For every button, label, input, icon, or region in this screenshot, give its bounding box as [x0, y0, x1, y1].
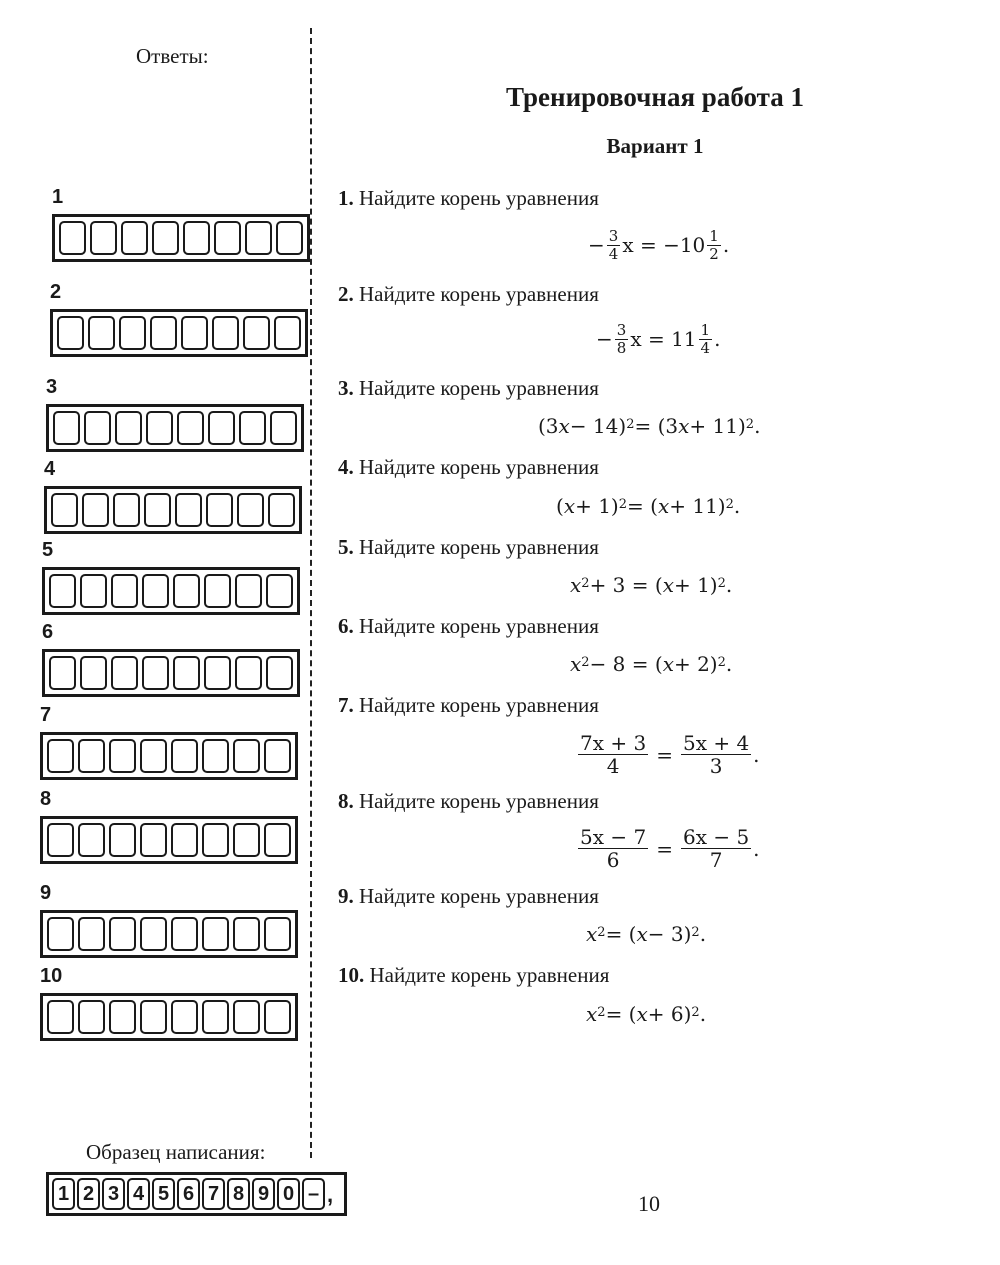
- answer-cell[interactable]: [121, 221, 148, 255]
- formula-5: x $^2$ + 3 = ( x + 1) $^2$ .: [570, 573, 733, 597]
- answer-number: 3: [46, 376, 58, 398]
- answer-cell[interactable]: [140, 917, 167, 951]
- answer-cell[interactable]: [109, 917, 136, 951]
- answer-number: 9: [40, 882, 52, 904]
- task-number: 7.: [338, 693, 354, 717]
- answer-cell[interactable]: [274, 316, 301, 350]
- answer-cell[interactable]: [90, 221, 117, 255]
- answer-cell[interactable]: [78, 823, 105, 857]
- task-3: [338, 376, 978, 401]
- answer-grid[interactable]: [52, 214, 310, 262]
- answer-cell[interactable]: [47, 1000, 74, 1034]
- answer-cell[interactable]: [113, 493, 140, 527]
- formula-2: − $\frac{3}{8}$ x = 11 $\frac{1}{4}$ .: [596, 321, 721, 357]
- answer-cell[interactable]: [212, 316, 239, 350]
- answer-cell[interactable]: [171, 739, 198, 773]
- task-statement: [338, 614, 978, 639]
- sample-digit: 6: [177, 1178, 200, 1210]
- answer-cell[interactable]: [47, 917, 74, 951]
- answer-cell[interactable]: [84, 411, 111, 445]
- formula-6: x $^2$ − 8 = ( x + 2) $^2$ .: [570, 652, 733, 676]
- answer-cell[interactable]: [109, 1000, 136, 1034]
- answer-number: 8: [40, 788, 52, 810]
- sample-digit: 8: [227, 1178, 250, 1210]
- sample-digit: 9: [252, 1178, 275, 1210]
- task-6: [338, 614, 978, 639]
- task-number: 1.: [338, 186, 354, 210]
- answer-cell[interactable]: [140, 823, 167, 857]
- task-statement: [338, 535, 978, 560]
- task-text: Найдите корень уравнения: [359, 282, 599, 306]
- sample-digit: 7: [202, 1178, 225, 1210]
- fraction: $\frac{5x - 7}{6}$: [580, 825, 647, 872]
- answer-cell[interactable]: [181, 316, 208, 350]
- answer-block-8: [40, 786, 310, 864]
- sample-comma: ,: [327, 1182, 334, 1207]
- answer-cell[interactable]: [239, 411, 266, 445]
- answer-grid[interactable]: [42, 567, 300, 615]
- task-1: [338, 186, 978, 211]
- answer-block-1: [52, 184, 322, 262]
- answer-cell[interactable]: [171, 917, 198, 951]
- task-number: 6.: [338, 614, 354, 638]
- task-text: Найдите корень уравнения: [359, 535, 599, 559]
- answer-cell[interactable]: [214, 221, 241, 255]
- answer-grid[interactable]: [40, 910, 298, 958]
- fraction: $\frac{7x + 3}{4}$: [580, 731, 647, 778]
- answer-cell[interactable]: [142, 656, 169, 690]
- answer-number: 1: [52, 186, 64, 208]
- answer-grid[interactable]: [44, 486, 302, 534]
- answer-cell[interactable]: [245, 221, 272, 255]
- fraction: $\frac{3}{4}$: [608, 227, 619, 263]
- answer-cell[interactable]: [233, 823, 260, 857]
- answer-cell[interactable]: [266, 656, 293, 690]
- answer-cell[interactable]: [171, 1000, 198, 1034]
- answer-cell[interactable]: [264, 739, 291, 773]
- answer-grid[interactable]: [42, 649, 300, 697]
- fraction: $\frac{1}{4}$: [700, 321, 711, 357]
- task-7: [338, 693, 978, 718]
- task-4: [338, 455, 978, 480]
- task-number: 5.: [338, 535, 354, 559]
- answer-grid[interactable]: [40, 816, 298, 864]
- answer-cell[interactable]: [202, 823, 229, 857]
- task-5: [338, 535, 978, 560]
- answer-block-6: [42, 619, 312, 697]
- task-2: [338, 282, 978, 307]
- answer-block-7: [40, 702, 310, 780]
- answer-cell[interactable]: [119, 316, 146, 350]
- answer-block-4: [44, 456, 314, 534]
- answer-cell[interactable]: [264, 1000, 291, 1034]
- answer-cell[interactable]: [204, 656, 231, 690]
- formula-7: $\frac{7x + 3}{4}$ = $\frac{5x + 4}{3}$ .: [580, 731, 760, 778]
- answer-number: 10: [40, 965, 63, 987]
- formula-3: (3 x − 14) $^2$ = (3 x + 11) $^2$ .: [538, 414, 761, 438]
- answer-number: 4: [44, 458, 56, 480]
- answer-number: 2: [50, 281, 62, 303]
- sample-minus: –: [302, 1178, 325, 1210]
- answer-cell[interactable]: [146, 411, 173, 445]
- answer-cell[interactable]: [47, 823, 74, 857]
- task-text: Найдите корень уравнения: [359, 376, 599, 400]
- answer-cell[interactable]: [243, 316, 270, 350]
- task-number: 10.: [338, 963, 365, 987]
- answer-cell[interactable]: [59, 221, 86, 255]
- sample-digit: 1: [52, 1178, 75, 1210]
- answer-cell[interactable]: [142, 574, 169, 608]
- answer-cell[interactable]: [206, 493, 233, 527]
- task-text: Найдите корень уравнения: [359, 455, 599, 479]
- sample-grid: [46, 1172, 347, 1216]
- answer-cell[interactable]: [233, 1000, 260, 1034]
- formula-4: ( x + 1) $^2$ = ( x + 11) $^2$ .: [556, 494, 741, 518]
- answer-cell[interactable]: [144, 493, 171, 527]
- answer-cell[interactable]: [204, 574, 231, 608]
- task-text: Найдите корень уравнения: [359, 614, 599, 638]
- answer-cell[interactable]: [80, 574, 107, 608]
- answer-cell[interactable]: [111, 656, 138, 690]
- answer-cell[interactable]: [233, 739, 260, 773]
- answer-cell[interactable]: [49, 656, 76, 690]
- task-9: [338, 884, 978, 909]
- answer-block-10: [40, 963, 310, 1041]
- answer-cell[interactable]: [109, 739, 136, 773]
- sample-digit: 4: [127, 1178, 150, 1210]
- task-number: 4.: [338, 455, 354, 479]
- answer-grid[interactable]: [50, 309, 308, 357]
- answer-cell[interactable]: [115, 411, 142, 445]
- answer-number: 6: [42, 621, 54, 643]
- answer-cell[interactable]: [80, 656, 107, 690]
- answer-cell[interactable]: [264, 823, 291, 857]
- answers-title: Ответы:: [136, 44, 209, 68]
- answer-cell[interactable]: [152, 221, 179, 255]
- variant-title: Вариант 1: [606, 134, 704, 158]
- answer-cell[interactable]: [57, 316, 84, 350]
- answer-cell[interactable]: [150, 316, 177, 350]
- answer-block-2: [50, 279, 320, 357]
- answer-cell[interactable]: [171, 823, 198, 857]
- task-number: 9.: [338, 884, 354, 908]
- task-number: 8.: [338, 789, 354, 813]
- task-text: Найдите корень уравнения: [359, 789, 599, 813]
- task-statement: [338, 282, 978, 307]
- task-text: Найдите корень уравнения: [359, 884, 599, 908]
- answer-cell[interactable]: [183, 221, 210, 255]
- sample-digit: 0: [277, 1178, 300, 1210]
- sample-digit: 5: [152, 1178, 175, 1210]
- answer-cell[interactable]: [49, 574, 76, 608]
- task-statement: [338, 789, 978, 814]
- answer-cell[interactable]: [173, 574, 200, 608]
- answer-cell[interactable]: [208, 411, 235, 445]
- answer-cell[interactable]: [266, 574, 293, 608]
- page-title: Тренировочная работа 1: [506, 82, 804, 112]
- answer-cell[interactable]: [47, 739, 74, 773]
- answer-grid[interactable]: [40, 732, 298, 780]
- answer-grid[interactable]: [40, 993, 298, 1041]
- task-statement: [338, 884, 978, 909]
- task-8: [338, 789, 978, 814]
- answer-cell[interactable]: [140, 739, 167, 773]
- answer-cell[interactable]: [235, 574, 262, 608]
- answer-cell[interactable]: [202, 917, 229, 951]
- task-text: Найдите корень уравнения: [359, 693, 599, 717]
- task-number: 2.: [338, 282, 354, 306]
- sample-label: Образец написания:: [86, 1140, 266, 1164]
- task-statement: [338, 693, 978, 718]
- task-statement: [338, 376, 978, 401]
- answer-cell[interactable]: [78, 739, 105, 773]
- answer-grid[interactable]: [46, 404, 304, 452]
- task-statement: [338, 963, 978, 988]
- answer-cell[interactable]: [88, 316, 115, 350]
- answer-block-3: [46, 374, 316, 452]
- answer-cell[interactable]: [264, 917, 291, 951]
- answer-cell[interactable]: [268, 493, 295, 527]
- formula-10: x $^2$ = ( x + 6) $^2$ .: [586, 1002, 707, 1026]
- answer-cell[interactable]: [82, 493, 109, 527]
- answer-cell[interactable]: [175, 493, 202, 527]
- answer-cell[interactable]: [202, 1000, 229, 1034]
- task-statement: [338, 455, 978, 480]
- fraction: $\frac{3}{8}$: [616, 321, 627, 357]
- answer-cell[interactable]: [53, 411, 80, 445]
- fraction: $\frac{1}{2}$: [709, 227, 719, 263]
- answer-cell[interactable]: [78, 1000, 105, 1034]
- formula-8: $\frac{5x - 7}{6}$ = $\frac{6x - 5}{7}$ .: [580, 825, 760, 872]
- answer-cell[interactable]: [237, 493, 264, 527]
- fraction: $\frac{5x + 4}{3}$: [682, 731, 750, 778]
- answer-cell[interactable]: [173, 656, 200, 690]
- answer-cell[interactable]: [233, 917, 260, 951]
- answer-cell[interactable]: [270, 411, 297, 445]
- answer-number: 7: [40, 704, 52, 726]
- answer-cell[interactable]: [109, 823, 136, 857]
- answer-cell[interactable]: [78, 917, 105, 951]
- formula-9: x $^2$ = ( x − 3) $^2$ .: [586, 922, 707, 946]
- task-number: 3.: [338, 376, 354, 400]
- formula-1: − $\frac{3}{4}$ x = −10 $\frac{1}{2}$ .: [588, 227, 730, 263]
- task-text: Найдите корень уравнения: [369, 963, 610, 987]
- answer-cell[interactable]: [235, 656, 262, 690]
- answer-number: 5: [42, 539, 54, 561]
- answer-cell[interactable]: [140, 1000, 167, 1034]
- fraction: $\frac{6x - 5}{7}$: [682, 825, 750, 872]
- answer-cell[interactable]: [276, 221, 303, 255]
- task-statement: [338, 186, 978, 211]
- answer-cell[interactable]: [51, 493, 78, 527]
- answer-block-9: [40, 880, 310, 958]
- task-10: [338, 963, 978, 988]
- answer-block-5: [42, 537, 312, 615]
- sample-digit: 2: [77, 1178, 100, 1210]
- answer-cell[interactable]: [177, 411, 204, 445]
- answer-cell[interactable]: [202, 739, 229, 773]
- answer-cell[interactable]: [111, 574, 138, 608]
- page-number: 10: [638, 1191, 660, 1216]
- sample-digit: 3: [102, 1178, 125, 1210]
- task-text: Найдите корень уравнения: [359, 186, 599, 210]
